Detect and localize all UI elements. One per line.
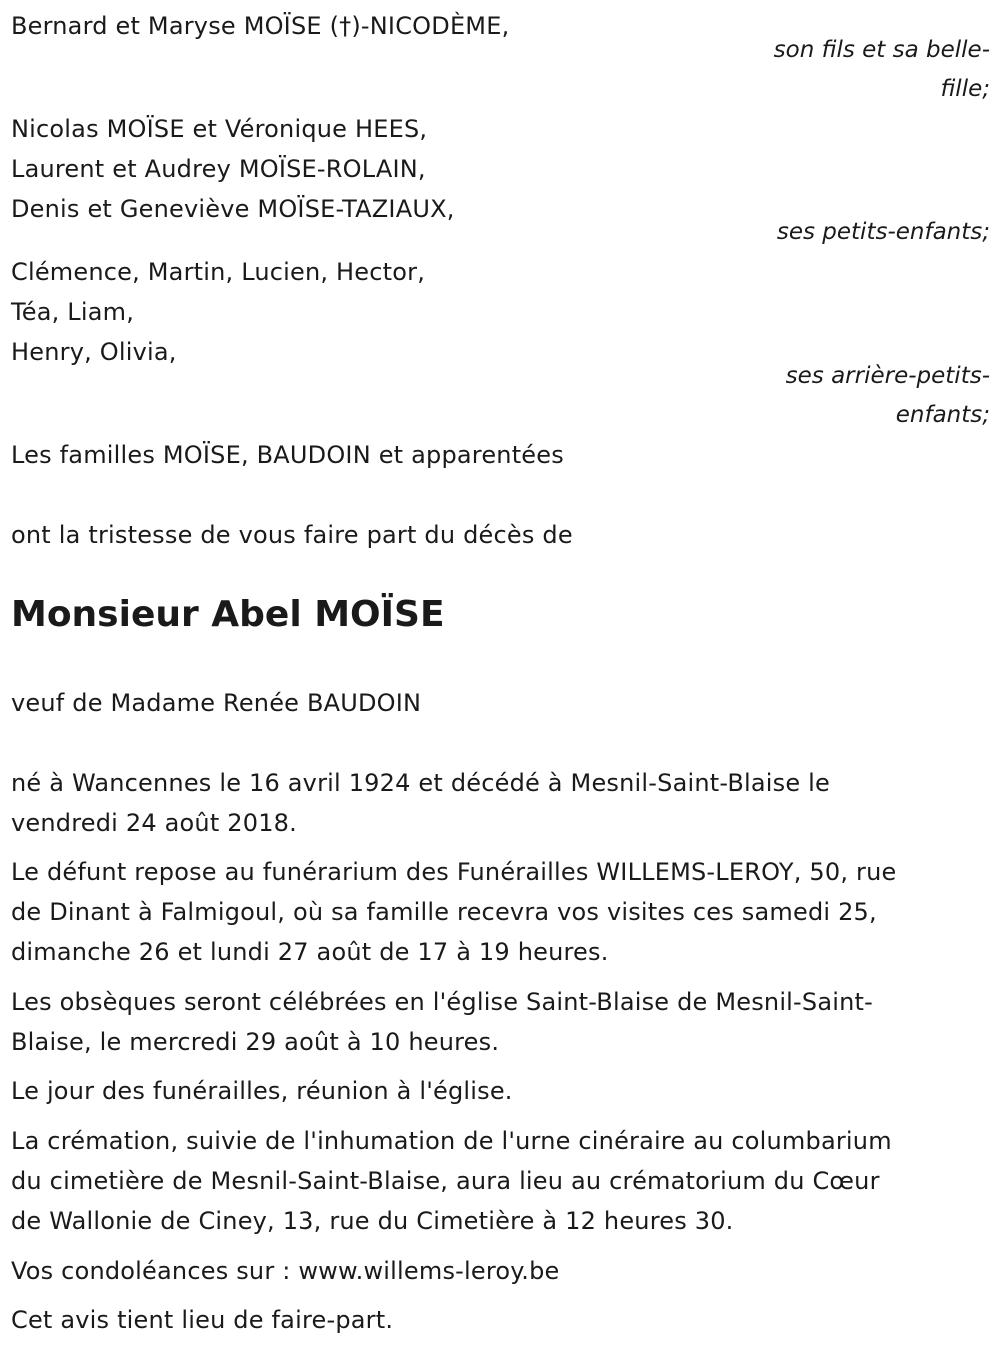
cremation-line: La crémation, suivie de l'inhumation de l'urne cinéraire au columbarium [11, 1127, 892, 1155]
obseques-line: Blaise, le mercredi 29 août à 10 heures. [11, 1028, 500, 1056]
closing-line: Cet avis tient lieu de faire-part. [11, 1306, 394, 1334]
grandchild-line: Laurent et Audrey MOÏSE-ROLAIN, [11, 155, 426, 183]
reunion-line: Le jour des funérailles, réunion à l'église. [11, 1077, 513, 1105]
grandchild-line: Nicolas MOÏSE et Véronique HEES, [11, 115, 428, 143]
deceased-name: Monsieur Abel MOÏSE [11, 594, 445, 635]
great-grandchildren-role-line-2: enfants; [895, 402, 990, 428]
son-names: Bernard et Maryse MOÏSE (†)-NICODÈME, [11, 12, 510, 40]
son-role-line-2: fille; [940, 76, 990, 102]
great-grandchild-line: Henry, Olivia, [11, 338, 177, 366]
condolences-line: Vos condoléances sur : www.willems-leroy.be [11, 1257, 560, 1285]
funerarium-line: de Dinant à Falmigoul, où sa famille recevra vos visites ces samedi 25, [11, 898, 877, 926]
announcement-line: ont la tristesse de vous faire part du décès de [11, 521, 573, 549]
great-grandchild-line: Clémence, Martin, Lucien, Hector, [11, 258, 426, 286]
funerarium-line: dimanche 26 et lundi 27 août de 17 à 19 heures. [11, 938, 609, 966]
funerarium-line: Le défunt repose au funérarium des Funérailles WILLEMS-LEROY, 50, rue [11, 858, 897, 886]
widower-line: veuf de Madame Renée BAUDOIN [11, 689, 422, 717]
birth-death-line: né à Wancennes le 16 avril 1924 et décédé à Mesnil-Saint-Blaise le [11, 769, 831, 797]
obseques-line: Les obsèques seront célébrées en l'église Saint-Blaise de Mesnil-Saint- [11, 988, 874, 1016]
birth-death-line: vendredi 24 août 2018. [11, 809, 297, 837]
grandchildren-role: ses petits-enfants; [776, 219, 990, 245]
cremation-line: de Wallonie de Ciney, 13, rue du Cimetière à 12 heures 30. [11, 1207, 734, 1235]
son-role-line-1: son fils et sa belle- [773, 37, 990, 63]
families-line: Les familles MOÏSE, BAUDOIN et apparentées [11, 441, 564, 469]
great-grandchildren-role-line-1: ses arrière-petits- [785, 363, 990, 389]
cremation-line: du cimetière de Mesnil-Saint-Blaise, aura lieu au crématorium du Cœur [11, 1167, 880, 1195]
great-grandchild-line: Téa, Liam, [11, 298, 135, 326]
grandchild-line: Denis et Geneviève MOÏSE-TAZIAUX, [11, 195, 455, 223]
